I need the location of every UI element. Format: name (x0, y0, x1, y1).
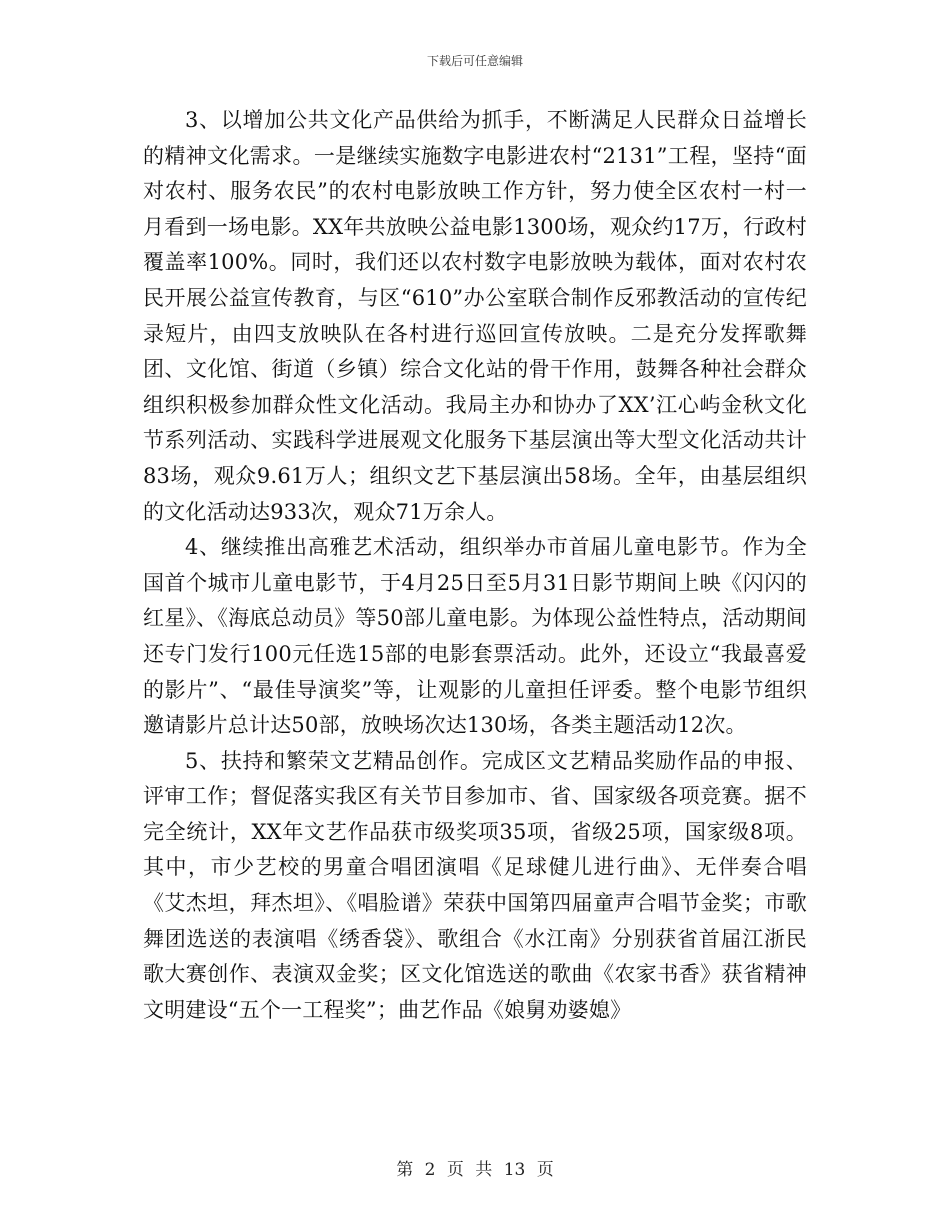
paragraph-5: 5、扶持和繁荣文艺精品创作。完成区文艺精品奖励作品的申报、评审工作；督促落实我区有关节目参加市、省、国家级各项竞赛。据不完全统计，XX年文艺作品获市级奖项35项，省级25项，国家级8项。其中，市少艺校的男童合唱团演唱《足球健儿进行曲》、无伴奏合唱《艾杰坦，拜杰坦》、《唱脸谱》荣获中国第四届童声合唱节金奖；市歌舞团选送的表演唱《绣香袋》、歌组合《水江南》分别获省首届江浙民歌大赛创作、表演双金奖；区文化馆选送的歌曲《农家书香》获省精神文明建设“五个一工程奖”；曲艺作品《娘舅劝婆媳》 (143, 748, 807, 1022)
paragraph-3: 3、以增加公共文化产品供给为抓手，不断满足人民群众日益增长的精神文化需求。一是继续实施数字电影进农村“2131”工程，坚持“面对农村、服务农民”的农村电影放映工作方针，努力使全区农村一村一月看到一场电影。XX年共放映公益电影1300场，观众约17万，行政村覆盖率100%。同时，我们还以农村数字电影放映为载体，面对农村农民开展公益宣传教育，与区“610”办公室联合制作反邪教活动的宣传纪录短片，由四支放映队在各村进行巡回宣传放映。二是充分发挥歌舞团、文化馆、街道（乡镇）综合文化站的骨干作用，鼓舞各种社会群众组织积极参加群众性文化活动。我局主办和协办了XX’江心屿金秋文化节系列活动、实践科学进展观文化服务下基层演出等大型文化活动共计83场，观众9.61万人；组织文艺下基层演出58场。全年，由基层组织的文化活动达933次，观众71万余人。 (143, 108, 807, 524)
page-header-note: 下载后可任意编辑 (426, 54, 523, 68)
paragraph-4: 4、继续推出高雅艺术活动，组织举办市首届儿童电影节。作为全国首个城市儿童电影节，于4月25日至5月31日影节期间上映《闪闪的红星》、《海底总动员》等50部儿童电影。为体现公益性特点，活动期间还专门发行100元任选15部的电影套票活动。此外，还设立“我最喜爱的影片”、“最佳导演奖”等，让观影的儿童担任评委。整个电影节组织邀请影片总计达50部，放映场次达130场，各类主题活动12次。 (143, 535, 807, 738)
page-number-footer: 第 2 页 共 13 页 (396, 1160, 554, 1180)
body-text (143, 103, 807, 1028)
